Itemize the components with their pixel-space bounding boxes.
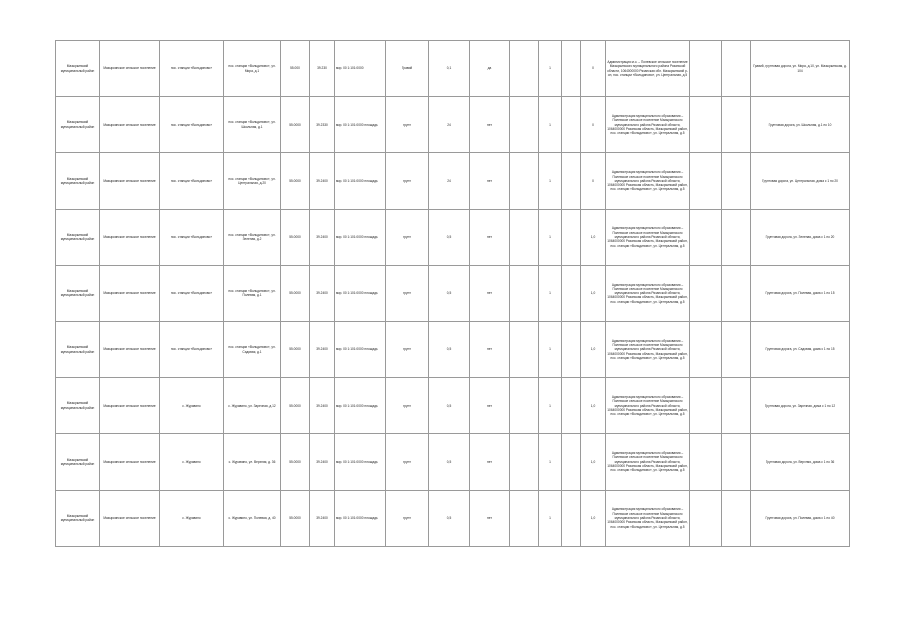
district-cell: Мазыркинский муниципальный район [56, 321, 100, 377]
col13-cell [562, 209, 581, 265]
cadastral-cell: мкр. 00 1:101:0000 площадь [335, 265, 386, 321]
volume-cell: 1,0 [581, 265, 606, 321]
col11-cell [510, 97, 539, 153]
table-row [56, 434, 850, 490]
settlement-cell: Мазыркинское сельское поселение [100, 209, 160, 265]
longitude-cell: 39.2400 [310, 209, 335, 265]
volume-cell: 1,0 [581, 490, 606, 546]
cadastral-cell: мкр. 00 1:101:0000 площадь [335, 378, 386, 434]
area-cell: 0,5 [429, 434, 470, 490]
district-cell: Мазыркинский муниципальный район [56, 378, 100, 434]
col17-cell [722, 378, 751, 434]
col17-cell [722, 321, 751, 377]
area-cell: 0,5 [429, 265, 470, 321]
col16-cell [690, 490, 722, 546]
latitude-cell: 55.0000 [281, 97, 310, 153]
served-objects-cell: Грунтовая дорога, ул. Верхняя, дома с 1 по 36 [751, 434, 850, 490]
surface-cell: грунт [386, 321, 429, 377]
address-cell: с. Журавино, ул. Полевая, д. 40 [224, 490, 281, 546]
settlement-cell: Мазыркинское сельское поселение [100, 378, 160, 434]
address-cell: пос. станции «Вольдиново», ул. Полевая, д.1 [224, 265, 281, 321]
fence-cell: нет [470, 153, 510, 209]
latitude-cell: 55.0000 [281, 265, 310, 321]
owner-cell: Администрация муниципального образования – Полевское сельское поселение Мазыркинского муниципального района Рязанской области, 1064000000 Рязанская область, Мазыркинский район, пос. станции «Вольдиново», ул. Центральная, д.5 [606, 97, 690, 153]
surface-cell: грунт [386, 153, 429, 209]
fence-cell: нет [470, 434, 510, 490]
served-objects-cell: Гравий, грунтовая дорога, ул. Мира, д.10, ул. Мазыркинская, д. 104 [751, 41, 850, 97]
col16-cell [690, 321, 722, 377]
fence-cell: нет [470, 378, 510, 434]
cadastral-cell: мкр. 00 1:101:0000 площадь [335, 434, 386, 490]
served-objects-cell: Грунтовая дорога, ул. Зеленая, дома с 1 по 20 [751, 209, 850, 265]
latitude-cell: 55.0000 [281, 153, 310, 209]
settlement-cell: Мазыркинское сельское поселение [100, 153, 160, 209]
locality-cell: с. Журавино [160, 378, 224, 434]
settlement-cell: Мазыркинское сельское поселение [100, 321, 160, 377]
area-cell: 0,1 [429, 41, 470, 97]
count-cell: 1 [539, 41, 562, 97]
col11-cell [510, 153, 539, 209]
longitude-cell: 39.2400 [310, 490, 335, 546]
col17-cell [722, 209, 751, 265]
settlement-cell: Мазыркинское сельское поселение [100, 97, 160, 153]
fence-cell: нет [470, 265, 510, 321]
volume-cell: 1,0 [581, 378, 606, 434]
volume-cell: 0 [581, 97, 606, 153]
table-row [56, 490, 850, 546]
locality-cell: пос. станции «Вольдиново» [160, 97, 224, 153]
registry-table [55, 40, 850, 547]
longitude-cell: 39.230 [310, 41, 335, 97]
count-cell: 1 [539, 434, 562, 490]
surface-cell: грунт [386, 97, 429, 153]
latitude-cell: 55.0000 [281, 378, 310, 434]
col11-cell [510, 434, 539, 490]
district-cell: Мазыркинский муниципальный район [56, 97, 100, 153]
surface-cell: грунт [386, 490, 429, 546]
owner-cell: Администрация муниципального образования – Полевское сельское поселение Мазыркинского муниципального района Рязанской области, 1064000000 Рязанская область, Мазыркинский район, пос. станции «Вольдиново», ул. Центральная, д.5 [606, 209, 690, 265]
latitude-cell: 55.000 [281, 41, 310, 97]
cadastral-cell: мкр. 00 1:101:0000 площадь [335, 97, 386, 153]
count-cell: 1 [539, 265, 562, 321]
cadastral-cell: мкр. 00 1:101:0000 [335, 41, 386, 97]
settlement-cell: Мазыркинское сельское поселение [100, 41, 160, 97]
volume-cell: 1,0 [581, 321, 606, 377]
fence-cell: да [470, 41, 510, 97]
col13-cell [562, 434, 581, 490]
owner-cell: Администрация м.о. – Полевское сельское поселение Мазыркинского муниципального района Рязанской области, 1064000000 Рязанская обл. Мазыркинский р-он, пос. станции «Вольдиново», ул. Центральная, д.5 [606, 41, 690, 97]
served-objects-cell: Грунтовая дорога, ул. Школьная, д.1 по 10 [751, 97, 850, 153]
longitude-cell: 39.2400 [310, 153, 335, 209]
table-row [56, 209, 850, 265]
settlement-cell: Мазыркинское сельское поселение [100, 434, 160, 490]
area-cell: 0,5 [429, 209, 470, 265]
registry-body [56, 41, 850, 547]
owner-cell: Администрация муниципального образования – Полевское сельское поселение Мазыркинского муниципального района Рязанской области, 1064000000 Рязанская область, Мазыркинский район, пос. станции «Вольдиново», ул. Центральная, д.5 [606, 490, 690, 546]
address-cell: с. Журавино, ул. Верхняя, д. 36 [224, 434, 281, 490]
table-row [56, 265, 850, 321]
address-cell: пос. станции «Вольдиново», ул. Садовая, д.1 [224, 321, 281, 377]
served-objects-cell: Грунтовая дорога, ул. Заречная, дома с 1 по 12 [751, 378, 850, 434]
surface-cell: грунт [386, 434, 429, 490]
col16-cell [690, 153, 722, 209]
area-cell: 0,5 [429, 378, 470, 434]
col11-cell [510, 490, 539, 546]
locality-cell: пос. станции «Вольдиново» [160, 209, 224, 265]
address-cell: с. Журавино, ул. Заречная, д.12 [224, 378, 281, 434]
cadastral-cell: мкр. 00 1:101:0000 площадь [335, 153, 386, 209]
latitude-cell: 55.0000 [281, 434, 310, 490]
settlement-cell: Мазыркинское сельское поселение [100, 265, 160, 321]
volume-cell: 1,0 [581, 209, 606, 265]
col16-cell [690, 209, 722, 265]
settlement-cell: Мазыркинское сельское поселение [100, 490, 160, 546]
count-cell: 1 [539, 490, 562, 546]
owner-cell: Администрация муниципального образования – Полевское сельское поселение Мазыркинского муниципального района Рязанской области, 1064000000 Рязанская область, Мазыркинский район, пос. станции «Вольдиново», ул. Центральная, д.5 [606, 321, 690, 377]
served-objects-cell: Грунтовая дорога, ул. Центральная, дома с 1 по 20 [751, 153, 850, 209]
volume-cell: 1,0 [581, 434, 606, 490]
area-cell: 0,5 [429, 321, 470, 377]
longitude-cell: 39.2400 [310, 378, 335, 434]
cadastral-cell: мкр. 00 1:101:0000 площадь [335, 209, 386, 265]
count-cell: 1 [539, 378, 562, 434]
district-cell: Мазыркинский муниципальный район [56, 41, 100, 97]
col17-cell [722, 41, 751, 97]
col16-cell [690, 434, 722, 490]
col11-cell [510, 378, 539, 434]
address-cell: пос. станции «Вольдиново», ул. Центральная, д.20 [224, 153, 281, 209]
owner-cell: Администрация муниципального образования – Полевское сельское поселение Мазыркинского муниципального района Рязанской области, 1064000000 Рязанская область, Мазыркинский район, пос. станции «Вольдиново», ул. Центральная, д.5 [606, 265, 690, 321]
col13-cell [562, 378, 581, 434]
fence-cell: нет [470, 209, 510, 265]
col17-cell [722, 434, 751, 490]
locality-cell: пос. станции «Вольдиново» [160, 321, 224, 377]
address-cell: пос. станции «Вольдиново», ул. Мира, д.1 [224, 41, 281, 97]
area-cell: 24 [429, 153, 470, 209]
locality-cell: пос. станции «Вольдиново» [160, 265, 224, 321]
surface-cell: Гравий [386, 41, 429, 97]
table-row [56, 41, 850, 97]
district-cell: Мазыркинский муниципальный район [56, 434, 100, 490]
col13-cell [562, 490, 581, 546]
col11-cell [510, 41, 539, 97]
locality-cell: с. Журавино [160, 434, 224, 490]
col13-cell [562, 321, 581, 377]
cadastral-cell: мкр. 00 1:101:0000 площадь [335, 321, 386, 377]
owner-cell: Администрация муниципального образования – Полевское сельское поселение Мазыркинского муниципального района Рязанской области, 1064000000 Рязанская область, Мазыркинский район, пос. станции «Вольдиново», ул. Центральная, д.5 [606, 434, 690, 490]
address-cell: пос. станции «Вольдиново», ул. Школьная, д.1 [224, 97, 281, 153]
latitude-cell: 55.0000 [281, 209, 310, 265]
table-row [56, 97, 850, 153]
longitude-cell: 39.2400 [310, 434, 335, 490]
longitude-cell: 39.2400 [310, 321, 335, 377]
col11-cell [510, 321, 539, 377]
volume-cell: 0 [581, 41, 606, 97]
col11-cell [510, 209, 539, 265]
col17-cell [722, 490, 751, 546]
col16-cell [690, 378, 722, 434]
fence-cell: нет [470, 490, 510, 546]
owner-cell: Администрация муниципального образования – Полевское сельское поселение Мазыркинского муниципального района Рязанской области, 1064000000 Рязанская область, Мазыркинский район, пос. станции «Вольдиново», ул. Центральная, д.5 [606, 378, 690, 434]
col11-cell [510, 265, 539, 321]
col17-cell [722, 153, 751, 209]
col13-cell [562, 97, 581, 153]
col13-cell [562, 41, 581, 97]
surface-cell: грунт [386, 209, 429, 265]
table-row [56, 321, 850, 377]
latitude-cell: 55.0000 [281, 490, 310, 546]
cadastral-cell: мкр. 00 1:101:0000 площадь [335, 490, 386, 546]
count-cell: 1 [539, 209, 562, 265]
district-cell: Мазыркинский муниципальный район [56, 153, 100, 209]
served-objects-cell: Грунтовая дорога, ул. Полевая, дома с 1 по 40 [751, 490, 850, 546]
table-row [56, 153, 850, 209]
locality-cell: пос. станции «Вольдиново» [160, 153, 224, 209]
col16-cell [690, 41, 722, 97]
served-objects-cell: Грунтовая дорога, ул. Полевая, дома с 1 по 15 [751, 265, 850, 321]
col17-cell [722, 97, 751, 153]
col16-cell [690, 97, 722, 153]
longitude-cell: 39.2400 [310, 265, 335, 321]
fence-cell: нет [470, 97, 510, 153]
volume-cell: 0 [581, 153, 606, 209]
table-row [56, 378, 850, 434]
district-cell: Мазыркинский муниципальный район [56, 265, 100, 321]
locality-cell: с. Журавино [160, 490, 224, 546]
col13-cell [562, 153, 581, 209]
count-cell: 1 [539, 97, 562, 153]
latitude-cell: 55.0000 [281, 321, 310, 377]
district-cell: Мазыркинский муниципальный район [56, 490, 100, 546]
area-cell: 0,5 [429, 490, 470, 546]
col17-cell [722, 265, 751, 321]
fence-cell: нет [470, 321, 510, 377]
surface-cell: грунт [386, 378, 429, 434]
address-cell: пос. станции «Вольдиново», ул. Зеленая, д.2 [224, 209, 281, 265]
locality-cell: пос. станции «Вольдиново» [160, 41, 224, 97]
longitude-cell: 39.2330 [310, 97, 335, 153]
col16-cell [690, 265, 722, 321]
surface-cell: грунт [386, 265, 429, 321]
served-objects-cell: Грунтовая дорога, ул. Садовая, дома с 1 по 15 [751, 321, 850, 377]
area-cell: 24 [429, 97, 470, 153]
col13-cell [562, 265, 581, 321]
owner-cell: Администрация муниципального образования – Полевское сельское поселение Мазыркинского муниципального района Рязанской области, 1064000000 Рязанская область, Мазыркинский район, пос. станции «Вольдиново», ул. Центральная, д.5 [606, 153, 690, 209]
count-cell: 1 [539, 153, 562, 209]
count-cell: 1 [539, 321, 562, 377]
district-cell: Мазыркинский муниципальный район [56, 209, 100, 265]
